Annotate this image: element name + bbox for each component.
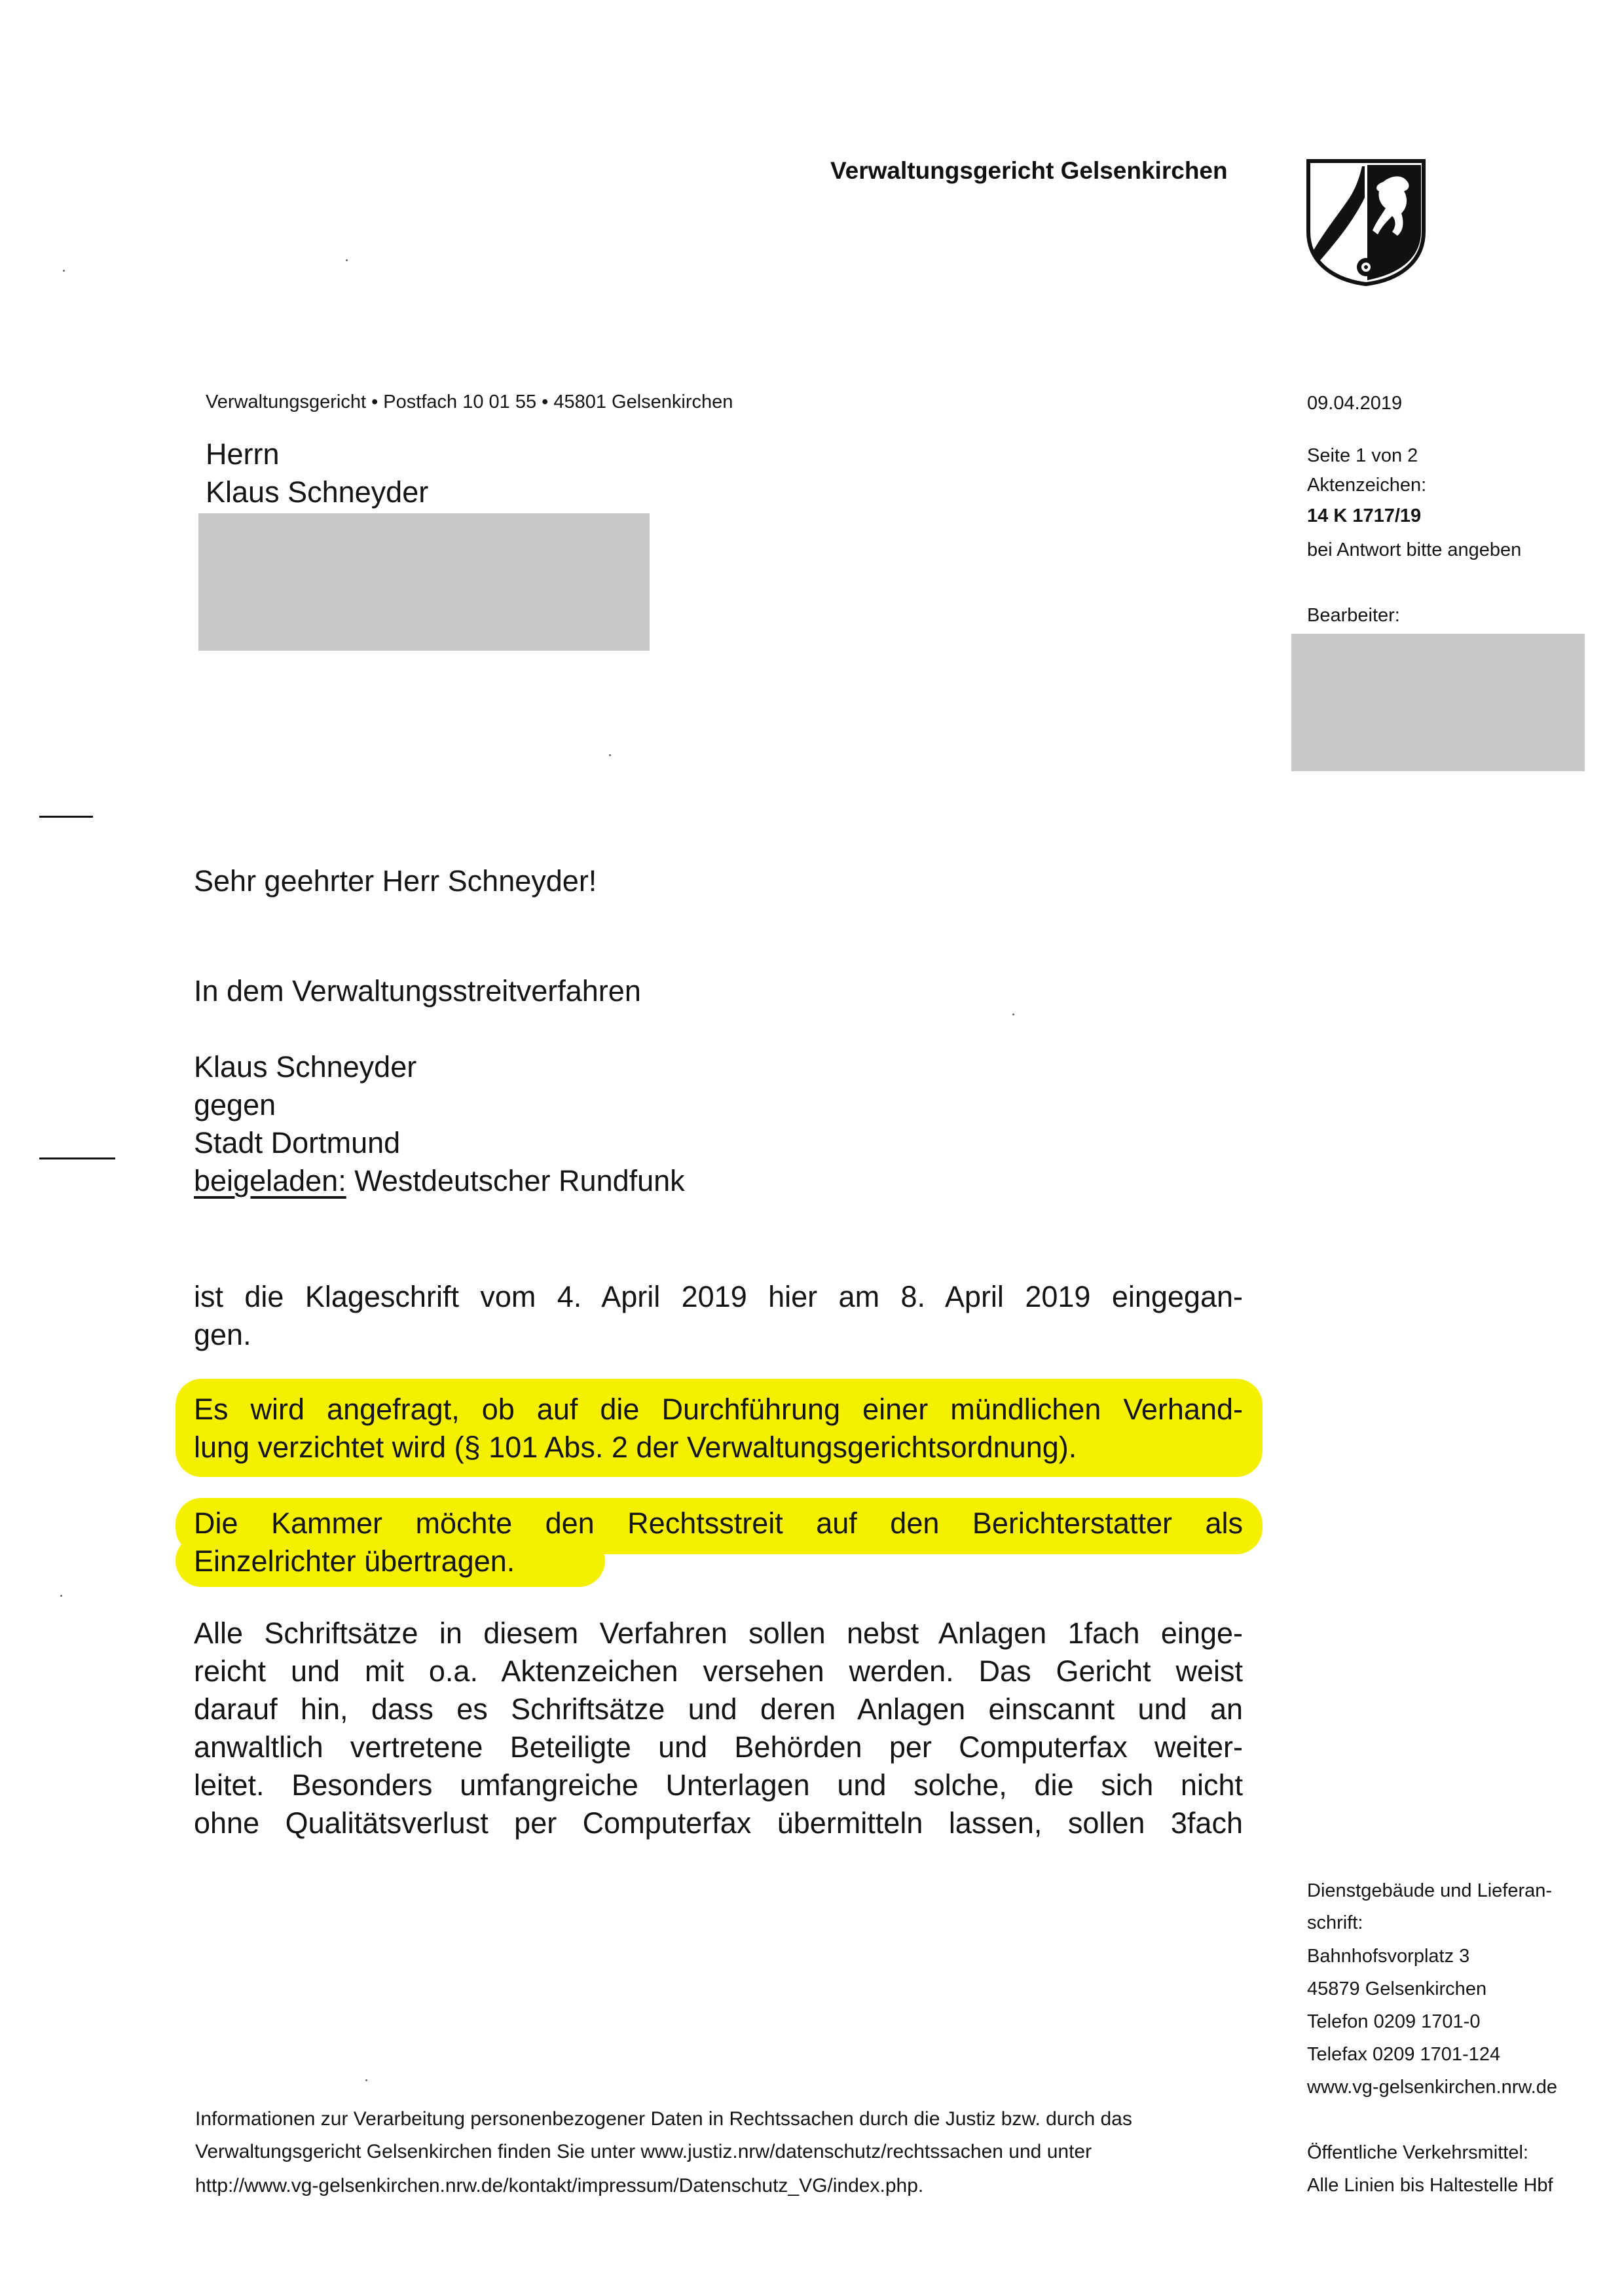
- filing-line: darauf hin, dass es Schriftsätze und deren Anlagen einscannt und an: [194, 1692, 1243, 1726]
- recipient-name: Klaus Schneyder: [206, 475, 429, 509]
- phone-number: Telefon 0209 1701-0: [1307, 2011, 1481, 2032]
- privacy-note-line-2: Verwaltungsgericht Gelsenkirchen finden Sie unter www.justiz.nrw/datenschutz/rechtssachen und unter: [195, 2141, 1092, 2162]
- scan-speck: [63, 270, 65, 272]
- letter-date: 09.04.2019: [1307, 393, 1403, 414]
- privacy-note-line-1: Informationen zur Verarbeitung personenbezogener Daten in Rechtssachen durch die Justiz bzw. durch das: [195, 2108, 1132, 2130]
- chamber-paragraph: [194, 1504, 1243, 1580]
- clerk-label: Bearbeiter:: [1307, 605, 1400, 626]
- city-address: 45879 Gelsenkirchen: [1307, 1978, 1487, 1999]
- return-address: Verwaltungsgericht • Postfach 10 01 55 • 45801 Gelsenkirchen: [206, 392, 733, 412]
- scan-speck: [609, 754, 611, 756]
- redacted-address-block: [198, 513, 650, 651]
- filing-line: leitet. Besonders umfangreiche Unterlagen und solche, die sich nicht: [194, 1768, 1243, 1802]
- filing-line: anwaltlich vertretene Beteiligte und Behörden per Computerfax weiter-: [194, 1730, 1243, 1764]
- transit-label: Öffentliche Verkehrsmittel:: [1307, 2142, 1528, 2163]
- scan-speck: [346, 259, 348, 261]
- inquiry-paragraph: [194, 1391, 1243, 1467]
- building-label-cont: schrift:: [1307, 1912, 1363, 1933]
- filing-line: Alle Schriftsätze in diesem Verfahren sollen nebst Anlagen 1fach einge-: [194, 1616, 1243, 1650]
- punch-mark: [39, 1157, 115, 1159]
- chamber-line-2: Einzelrichter übertragen.: [194, 1544, 515, 1578]
- file-number-hint: bei Antwort bitte angeben: [1307, 539, 1522, 560]
- page-info: Seite 1 von 2: [1307, 445, 1418, 466]
- recipient-salutation: Herrn: [206, 437, 280, 471]
- scan-speck: [365, 2079, 367, 2081]
- chamber-line-1: Die Kammer möchte den Rechtsstreit auf den Berichterstatter als: [194, 1506, 1243, 1540]
- fax-number: Telefax 0209 1701-124: [1307, 2044, 1501, 2065]
- street-address: Bahnhofsvorplatz 3: [1307, 1946, 1470, 1967]
- receipt-paragraph: [194, 1278, 1243, 1354]
- scan-speck: [1012, 1013, 1014, 1015]
- fold-mark: [39, 816, 93, 818]
- file-number: 14 K 1717/19: [1307, 505, 1422, 526]
- proceedings-intro: In dem Verwaltungsstreitverfahren: [194, 974, 641, 1008]
- joined-label: beigeladen:: [194, 1164, 346, 1197]
- versus-label: gegen: [194, 1088, 276, 1121]
- filing-line: ohne Qualitätsverlust per Computerfax übermitteln lassen, sollen 3fach: [194, 1806, 1243, 1840]
- transit-info: Alle Linien bis Haltestelle Hbf: [1307, 2175, 1553, 2196]
- privacy-note-line-3: http://www.vg-gelsenkirchen.nrw.de/kontakt/impressum/Datenschutz_VG/index.php.: [195, 2175, 924, 2196]
- inquiry-line-1: Es wird angefragt, ob auf die Durchführung einer mündlichen Verhand-: [194, 1393, 1243, 1426]
- building-label: Dienstgebäude und Lieferan-: [1307, 1880, 1553, 1901]
- court-website: www.vg-gelsenkirchen.nrw.de: [1307, 2077, 1558, 2098]
- plaintiff-name: Klaus Schneyder: [194, 1050, 417, 1084]
- defendant-name: Stadt Dortmund: [194, 1126, 401, 1159]
- scan-speck: [60, 1595, 62, 1597]
- court-name: Verwaltungsgericht Gelsenkirchen: [830, 157, 1228, 184]
- receipt-line-1: ist die Klageschrift vom 4. April 2019 hier am 8. April 2019 eingegan-: [194, 1280, 1243, 1313]
- receipt-line-2: gen.: [194, 1318, 251, 1351]
- inquiry-line-2: lung verzichtet wird (§ 101 Abs. 2 der Verwaltungsgerichtsordnung).: [194, 1430, 1077, 1464]
- file-number-label: Aktenzeichen:: [1307, 475, 1427, 496]
- redacted-clerk-block: [1291, 634, 1585, 771]
- nrw-coat-of-arms-icon: [1306, 158, 1426, 286]
- joined-party: Westdeutscher Rundfunk: [354, 1164, 685, 1197]
- filing-paragraph: [194, 1614, 1243, 1842]
- joined-party-line: [194, 1164, 685, 1198]
- greeting: Sehr geehrter Herr Schneyder!: [194, 864, 597, 898]
- filing-line: reicht und mit o.a. Aktenzeichen versehen werden. Das Gericht weist: [194, 1654, 1243, 1688]
